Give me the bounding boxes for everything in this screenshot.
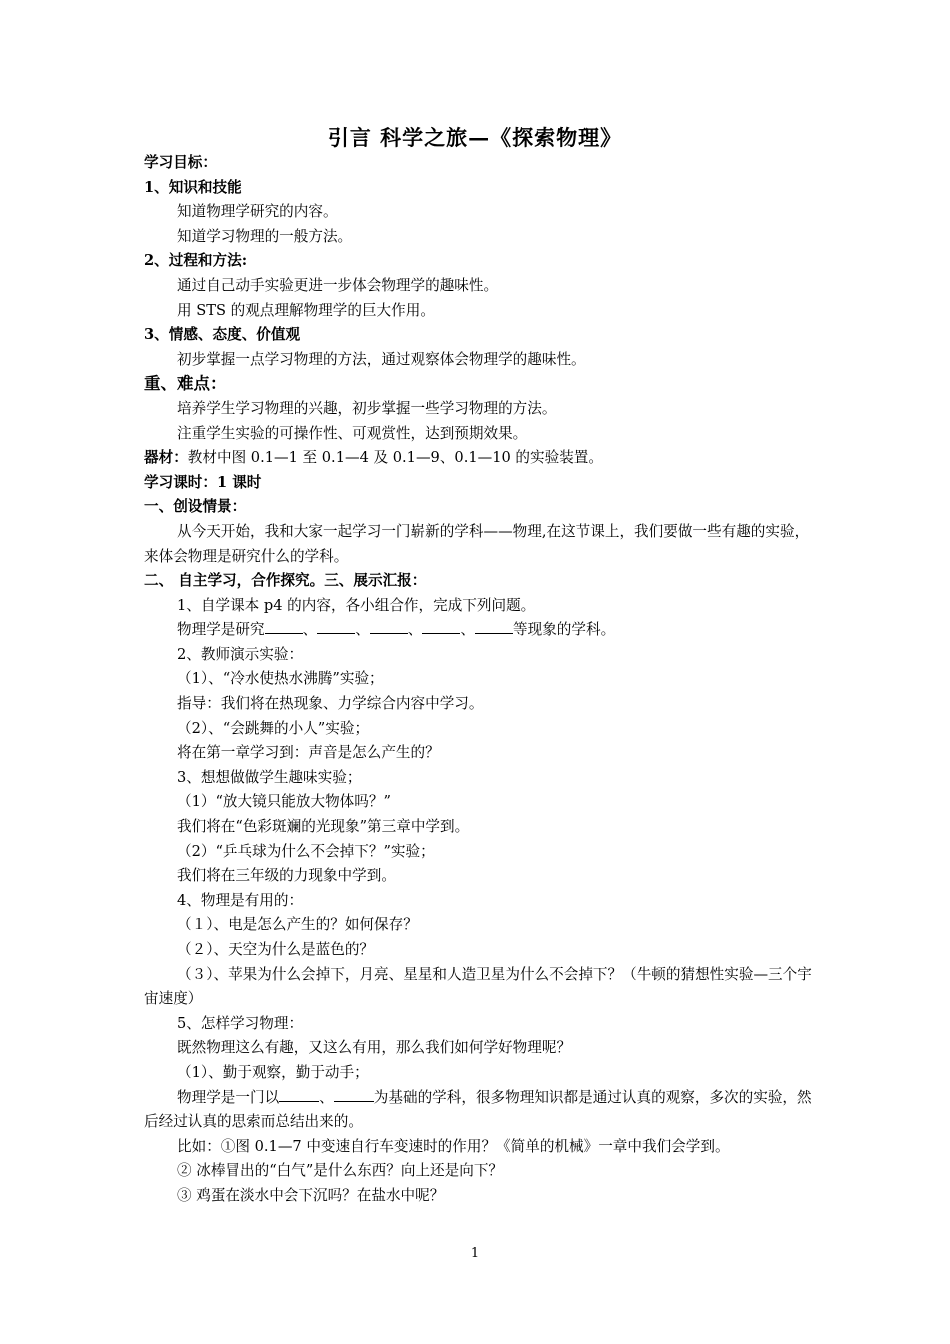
- process-line-2: 用 STS 的观点理解物理学的巨大作用。: [177, 301, 435, 319]
- question-1: 1、自学课本 p4 的内容，各小组合作，完成下列问题。: [177, 596, 536, 614]
- page-number: 1: [470, 1246, 480, 1261]
- knowledge-line-1: 知道物理学研究的内容。: [177, 203, 338, 221]
- answer-blank[interactable]: [317, 619, 355, 634]
- emotion-heading: 3、情感、态度、价值观: [144, 326, 301, 344]
- separator: 、: [460, 621, 476, 639]
- equipment-text: 教材中图 0.1—1 至 0.1—4 及 0.1—9、0.1—10 的实验装置。: [187, 449, 603, 467]
- answer-blank[interactable]: [334, 1087, 374, 1102]
- question-2-2-guide: 将在第一章学习到：声音是怎么产生的？: [177, 744, 440, 762]
- question-4-1: （１）、电是怎么产生的？如何保存？: [177, 916, 418, 934]
- equipment-label: 器材：: [144, 449, 188, 467]
- section-1-text: 从今天开始，我和大家一起学习一门崭新的学科——物理,在这节课上，我们要做一些有趣的实验，来体会物理是研究什么的学科。: [144, 522, 810, 565]
- fill-text: 物理学是研究: [177, 621, 265, 639]
- question-3-2: （2）“乒乓球为什么不会掉下？”实验；: [177, 842, 435, 860]
- key-points-heading: 重、难点：: [144, 374, 227, 394]
- answer-blank[interactable]: [422, 619, 460, 634]
- document-body: [144, 151, 812, 1209]
- question-2-1-guide: 指导：我们将在热现象、力学综合内容中学习。: [177, 695, 484, 713]
- answer-blank[interactable]: [279, 1087, 319, 1102]
- section-2-heading: 二、 自主学习，合作探究。三、展示汇报：: [144, 572, 427, 590]
- question-1-fill: [144, 618, 812, 643]
- knowledge-heading: 1、知识和技能: [144, 178, 242, 196]
- question-3-1-guide: 我们将在“色彩斑斓的光现象”第三章中学到。: [177, 818, 470, 836]
- question-2: 2、教师演示实验：: [177, 645, 304, 663]
- key-points-line-2: 注重学生实验的可操作性、可观赏性，达到预期效果。: [177, 424, 528, 442]
- question-5-1: （1）、勤于观察，勤于动手；: [177, 1063, 369, 1081]
- example-1: 比如：①图 0.1—7 中变速自行车变速时的作用？《简单的机械》一章中我们会学到。: [177, 1137, 730, 1155]
- emotion-line-1: 初步掌握一点学习物理的方法，通过观察体会物理学的趣味性。: [177, 350, 586, 368]
- separator: 、: [407, 621, 423, 639]
- page-title: 引言 科学之旅—《探索物理》: [327, 125, 623, 150]
- objectives-heading: 学习目标：: [144, 154, 217, 171]
- fill-text: 为基础的学科，很多物理知识都是通过认真的观察，多次的实验，然后经过认真的思索而总结出来的。: [144, 1088, 812, 1131]
- question-3-1: （1）“放大镜只能放大物体吗？”: [177, 793, 391, 811]
- section-1-heading: 一、创设情景：: [144, 498, 247, 516]
- fill-text: 等现象的学科。: [513, 621, 616, 639]
- knowledge-line-2: 知道学习物理的一般方法。: [177, 227, 353, 245]
- separator: 、: [319, 1088, 334, 1106]
- question-5-intro: 既然物理这么有趣，又这么有用，那么我们如何学好物理呢？: [177, 1039, 572, 1057]
- equipment-line: [144, 446, 812, 471]
- answer-blank[interactable]: [475, 619, 513, 634]
- question-5: 5、怎样学习物理：: [177, 1014, 304, 1032]
- separator: 、: [302, 621, 318, 639]
- example-2: ② 冰棒冒出的“白气”是什么东西？向上还是向下？: [177, 1162, 504, 1180]
- fill-text: 物理学是一门以: [177, 1088, 280, 1106]
- question-5-fill: [144, 1086, 812, 1135]
- question-3: 3、想想做做学生趣味实验；: [177, 768, 362, 786]
- process-line-1: 通过自己动手实验更进一步体会物理学的趣味性。: [177, 276, 499, 294]
- process-heading: 2、过程和方法:: [144, 252, 248, 270]
- class-hours: 学习课时：1 课时: [144, 473, 262, 491]
- key-points-line-1: 培养学生学习物理的兴趣，初步掌握一些学习物理的方法。: [177, 399, 557, 417]
- question-3-2-guide: 我们将在三年级的力现象中学到。: [177, 867, 396, 885]
- example-3: ③ 鸡蛋在淡水中会下沉吗？在盐水中呢？: [177, 1186, 445, 1204]
- question-2-1: （1）、“冷水使热水沸腾”实验；: [177, 670, 384, 688]
- answer-blank[interactable]: [265, 619, 303, 634]
- question-2-2: （2）、“会跳舞的小人”实验；: [177, 719, 370, 737]
- separator: 、: [355, 621, 370, 639]
- answer-blank[interactable]: [370, 619, 408, 634]
- question-4-2: （２）、天空为什么是蓝色的？: [177, 941, 375, 958]
- question-4: 4、物理是有用的：: [177, 891, 304, 909]
- question-4-3: （３）、苹果为什么会掉下，月亮、星星和人造卫星为什么不会掉下？（牛顿的猜想性实验—三个宇宙速度）: [144, 965, 812, 1008]
